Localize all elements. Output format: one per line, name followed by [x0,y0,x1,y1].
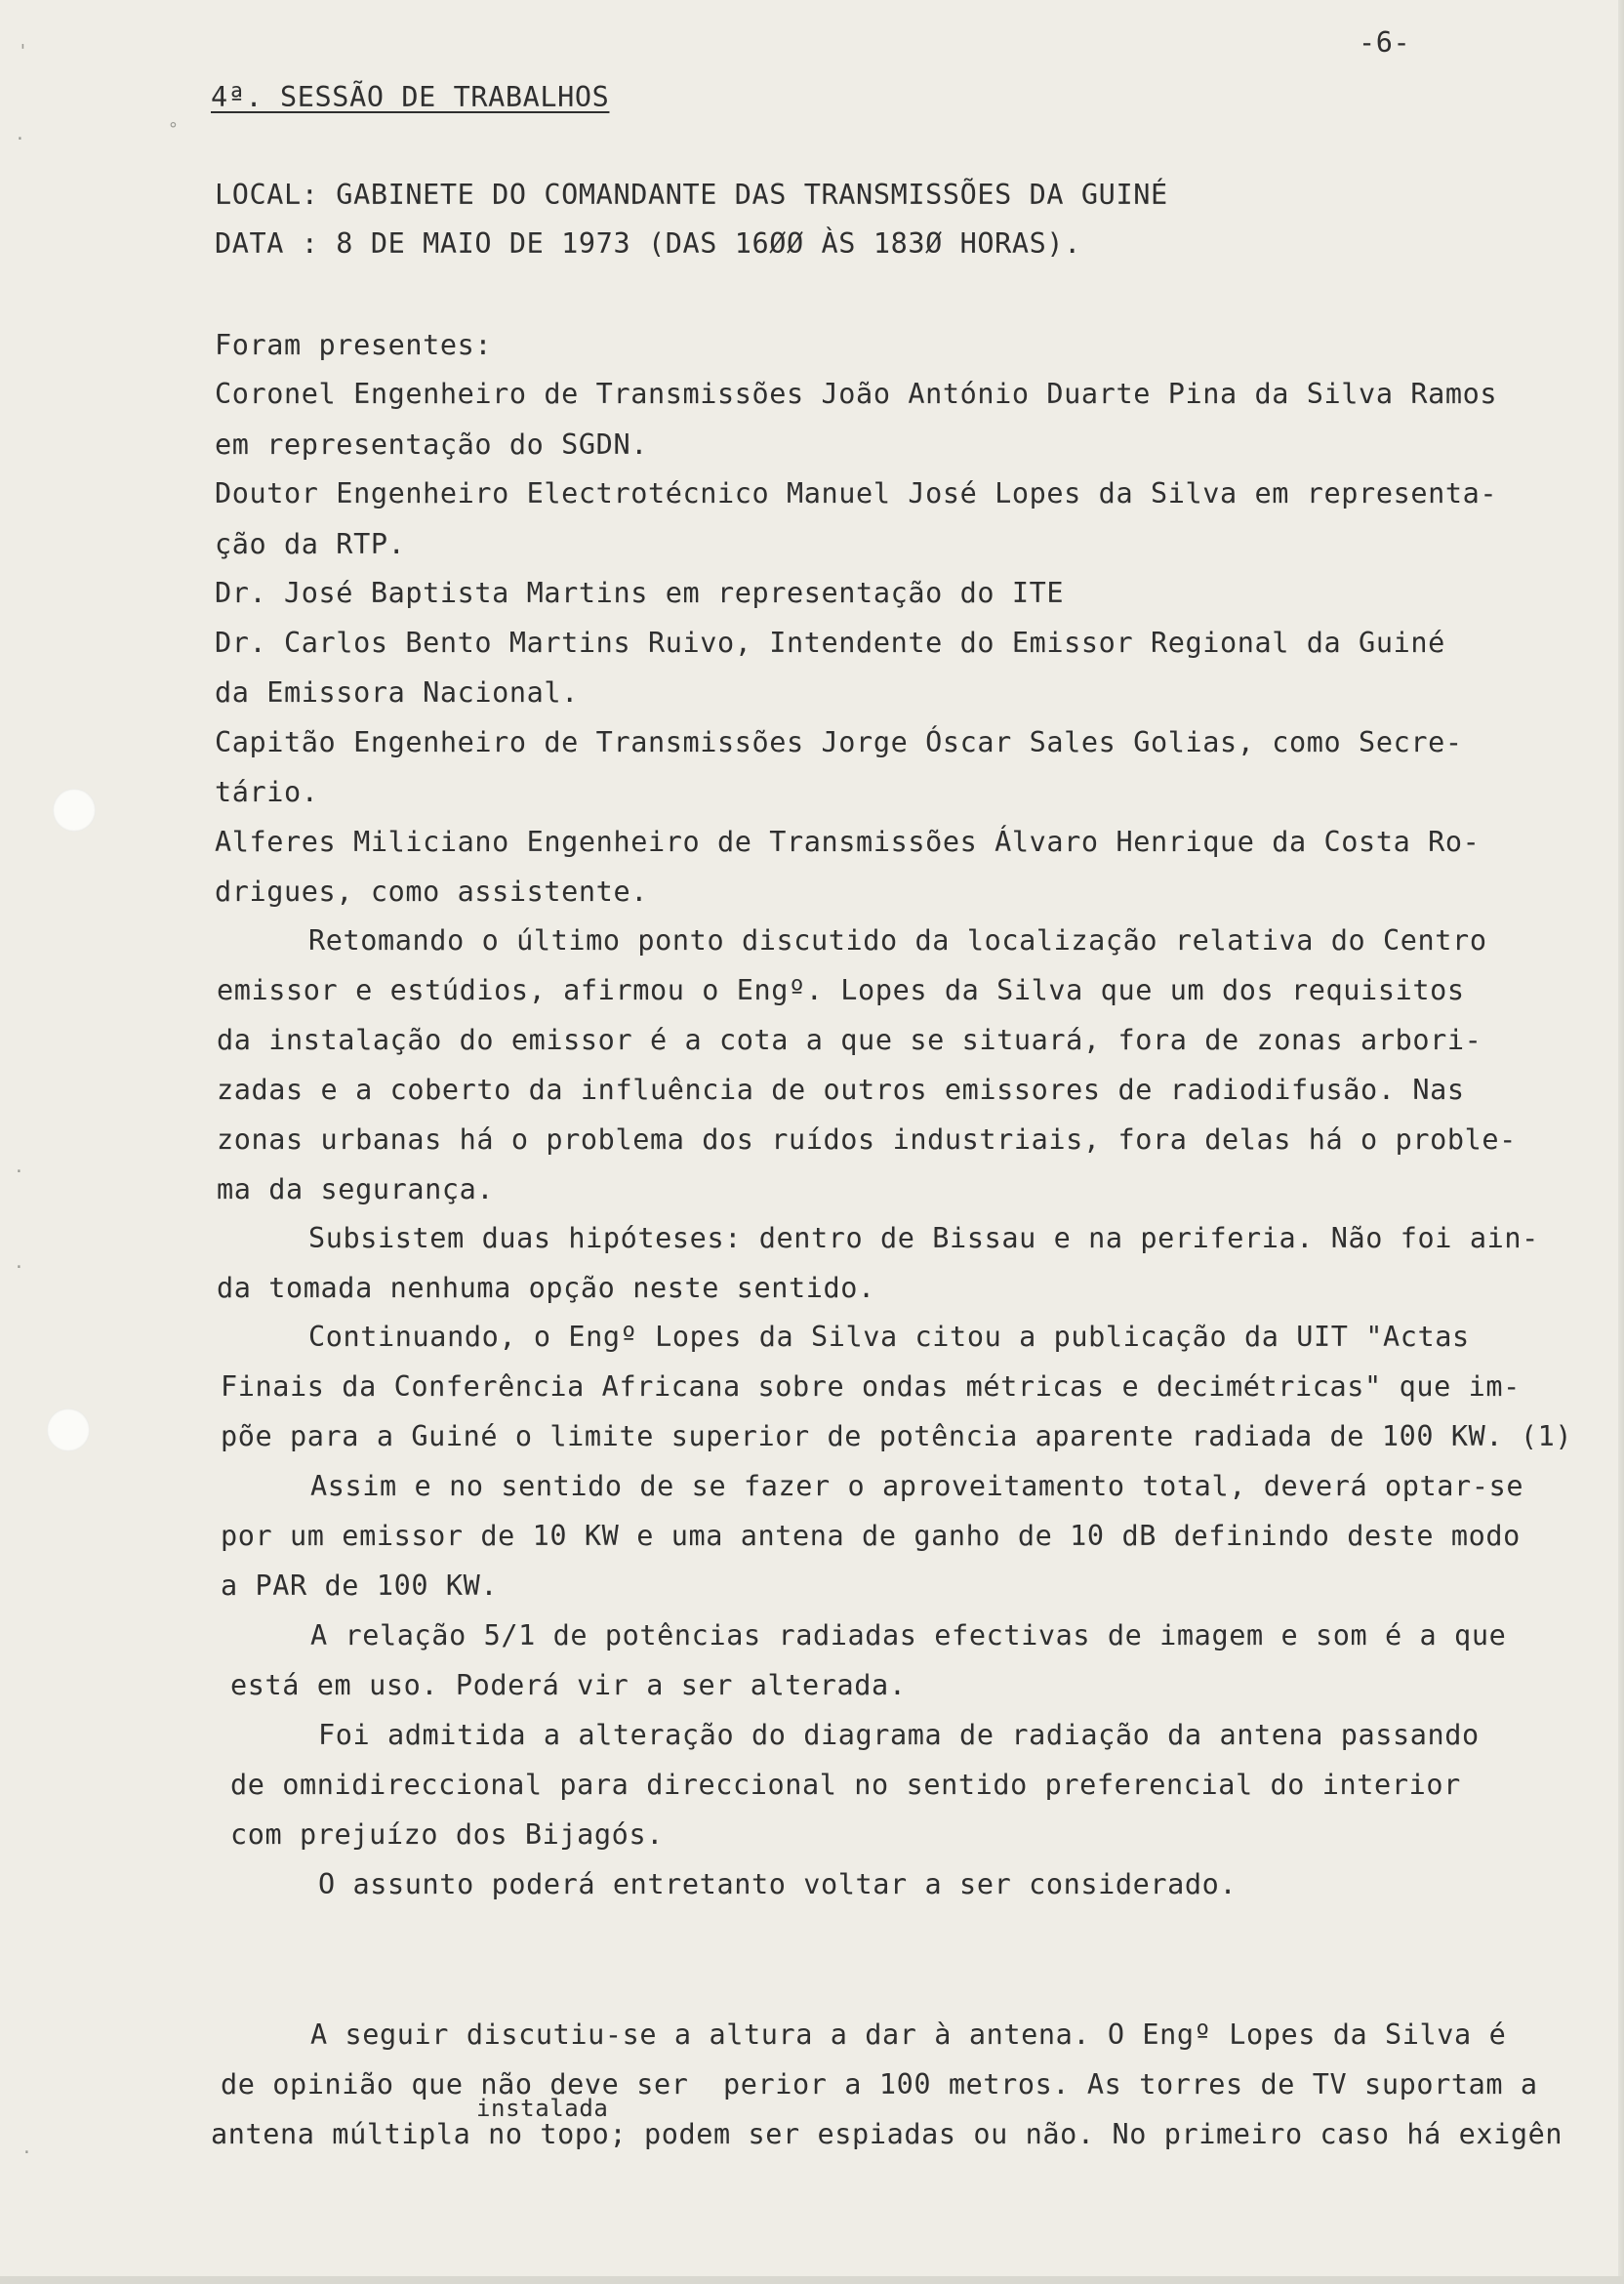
text-line: Subsistem duas hipóteses: dentro de Bissau e na periferia. Não foi ain- [308,1222,1539,1254]
text-line: Continuando, o Engº Lopes da Silva citou a publicação da UIT "Actas [308,1321,1470,1353]
text-line: em representação do SGDN. [215,428,648,461]
page-number: -6- [1359,26,1411,59]
text-line: por um emissor de 10 KW e uma antena de ganho de 10 dB definindo deste modo [221,1520,1521,1552]
text-line: ção da RTP. [215,528,406,560]
text-line: da Emissora Nacional. [215,676,579,709]
text-line: antena múltipla no topo; podem ser espiadas ou não. No primeiro caso há exigên [211,2118,1563,2150]
text-line: Finais da Conferência Africana sobre ondas métricas e decimétricas" que im- [221,1370,1521,1403]
text-line: Capitão Engenheiro de Transmissões Jorge Óscar Sales Golias, como Secre- [215,726,1463,758]
section-title: 4ª. SESSÃO DE TRABALHOS [211,81,610,113]
punch-hole [53,789,96,832]
text-line: zadas e a coberto da influência de outros emissores de radiodifusão. Nas [217,1074,1465,1106]
page-edge-right [1618,0,1624,2284]
text-line: Alferes Miliciano Engenheiro de Transmissões Álvaro Henrique da Costa Ro- [215,826,1481,858]
margin-mark: · [15,129,25,149]
meeting-date: DATA : 8 DE MAIO DE 1973 (DAS 16ØØ ÀS 183Ø HORAS). [215,227,1081,260]
margin-mark: · [14,1257,24,1278]
text-line: tário. [215,776,319,808]
text-line: Doutor Engenheiro Electrotécnico Manuel José Lopes da Silva em representa- [215,477,1498,510]
meeting-location: LOCAL: GABINETE DO COMANDANTE DAS TRANSMISSÕES DA GUINÉ [215,179,1168,211]
margin-mark: ' [18,41,28,61]
text-line: com prejuízo dos Bijagós. [230,1818,664,1851]
text-line: põe para a Guiné o limite superior de potência aparente radiada de 100 KW. (1) [221,1420,1573,1452]
margin-mark: ° [168,119,179,140]
text-line: Coronel Engenheiro de Transmissões João António Duarte Pina da Silva Ramos [215,378,1498,410]
text-line: Foi admitida a alteração do diagrama de radiação da antena passando [318,1719,1480,1751]
margin-mark: · [14,1162,24,1182]
punch-hole [47,1408,90,1451]
text-line: Dr. Carlos Bento Martins Ruivo, Intendente do Emissor Regional da Guiné [215,627,1445,659]
text-line: Assim e no sentido de se fazer o aproveitamento total, deverá optar-se [310,1470,1524,1502]
page-edge-bottom [0,2276,1624,2284]
text-line: drigues, como assistente. [215,876,648,908]
text-line: A seguir discutiu-se a altura a dar à antena. O Engº Lopes da Silva é [310,2019,1507,2051]
text-line: A relação 5/1 de potências radiadas efectivas de imagem e som é a que [310,1619,1507,1652]
interlinear-insertion: instalada [476,2095,609,2122]
text-line: da tomada nenhuma opção neste sentido. [217,1272,875,1304]
text-line: a PAR de 100 KW. [221,1570,499,1602]
text-line: zonas urbanas há o problema dos ruídos industriais, fora delas há o proble- [217,1123,1517,1156]
text-line: Foram presentes: [215,329,493,361]
text-line: está em uso. Poderá vir a ser alterada. [230,1669,907,1701]
text-line: Dr. José Baptista Martins em representação do ITE [215,577,1065,609]
margin-mark: · [21,2142,32,2163]
text-line: Retomando o último ponto discutido da localização relativa do Centro [308,924,1487,957]
text-line: O assunto poderá entretanto voltar a ser considerado. [318,1868,1238,1900]
text-line: de omnidireccional para direccional no sentido preferencial do interior [230,1769,1461,1801]
text-line: da instalação do emissor é a cota a que se situará, fora de zonas arbori- [217,1024,1482,1056]
text-line: ma da segurança. [217,1173,495,1205]
text-line: de opinião que não deve ser perior a 100 metros. As torres de TV suportam a [221,2068,1538,2100]
text-line: emissor e estúdios, afirmou o Engº. Lopes da Silva que um dos requisitos [217,974,1465,1006]
